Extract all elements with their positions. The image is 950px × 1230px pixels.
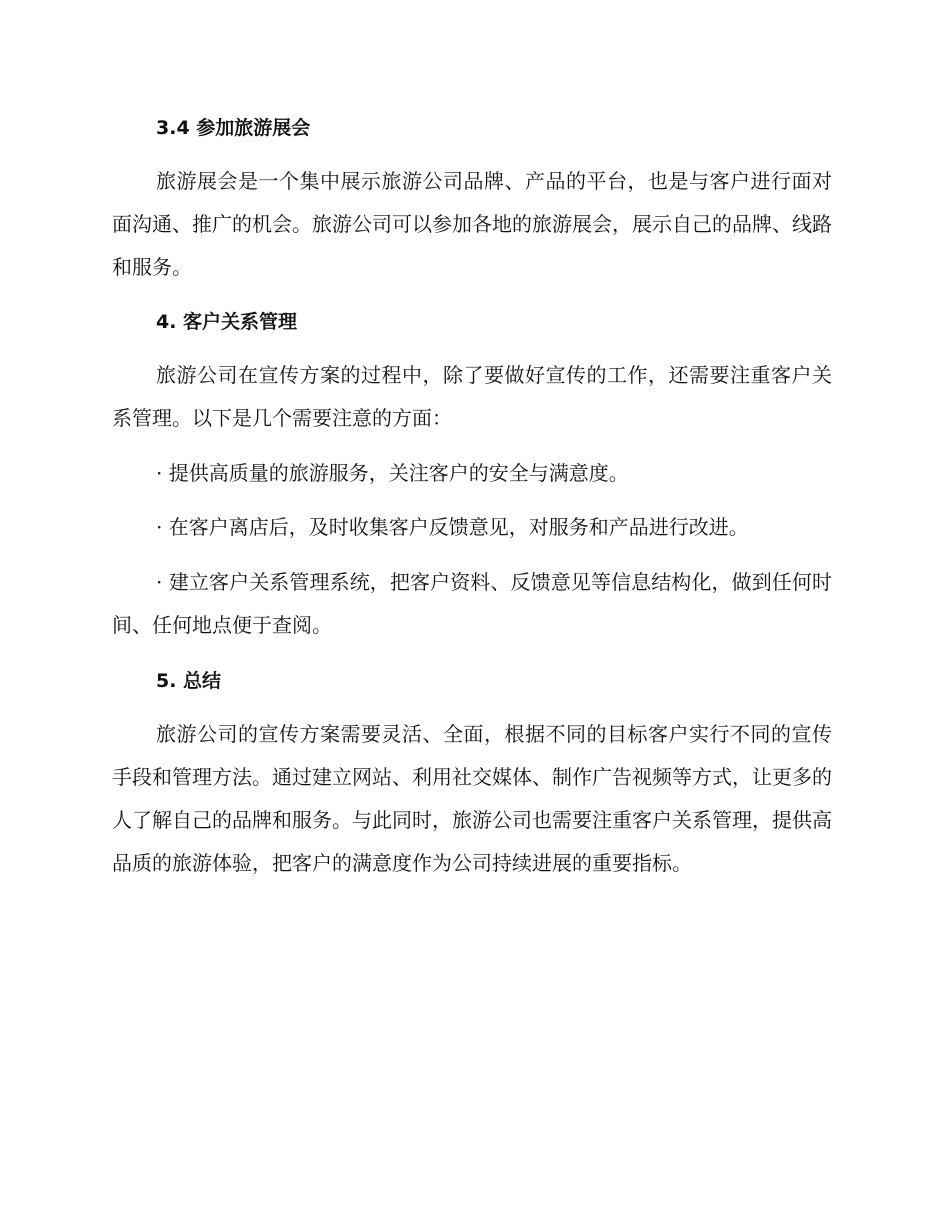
section-heading-4: 4. 客户关系管理 bbox=[156, 311, 298, 333]
section-paragraph-5: 旅游公司的宣传方案需要灵活、全面，根据不同的目标客户实行不同的宣传手段和管理方法。通过建立网站、利用社交媒体、制作广告视频等方式，让更多的人了解自己的品牌和服务。与此同时，旅游公司也需要注重客户关系管理，提供高品质的旅游体验，把客户的满意度作为公司持续进展的重要指标。 bbox=[112, 722, 832, 875]
bullet-item-2: · 在客户离店后，及时收集客户反馈意见，对服务和产品进行改进。 bbox=[156, 515, 749, 539]
bullet-item-1: · 提供高质量的旅游服务，关注客户的安全与满意度。 bbox=[156, 461, 629, 485]
section-paragraph-3-4: 旅游展会是一个集中展示旅游公司品牌、产品的平台，也是与客户进行面对面沟通、推广的机会。旅游公司可以参加各地的旅游展会，展示自己的品牌、线路和服务。 bbox=[112, 169, 832, 279]
bullet-item-3: · 建立客户关系管理系统，把客户资料、反馈意见等信息结构化，做到任何时间、任何地点便于查阅。 bbox=[112, 570, 832, 637]
section-heading-5: 5. 总结 bbox=[156, 670, 222, 692]
section-paragraph-4: 旅游公司在宣传方案的过程中，除了要做好宣传的工作，还需要注重客户关系管理。以下是几个需要注意的方面： bbox=[112, 363, 832, 430]
section-heading-3-4: 3.4 参加旅游展会 bbox=[156, 117, 311, 139]
